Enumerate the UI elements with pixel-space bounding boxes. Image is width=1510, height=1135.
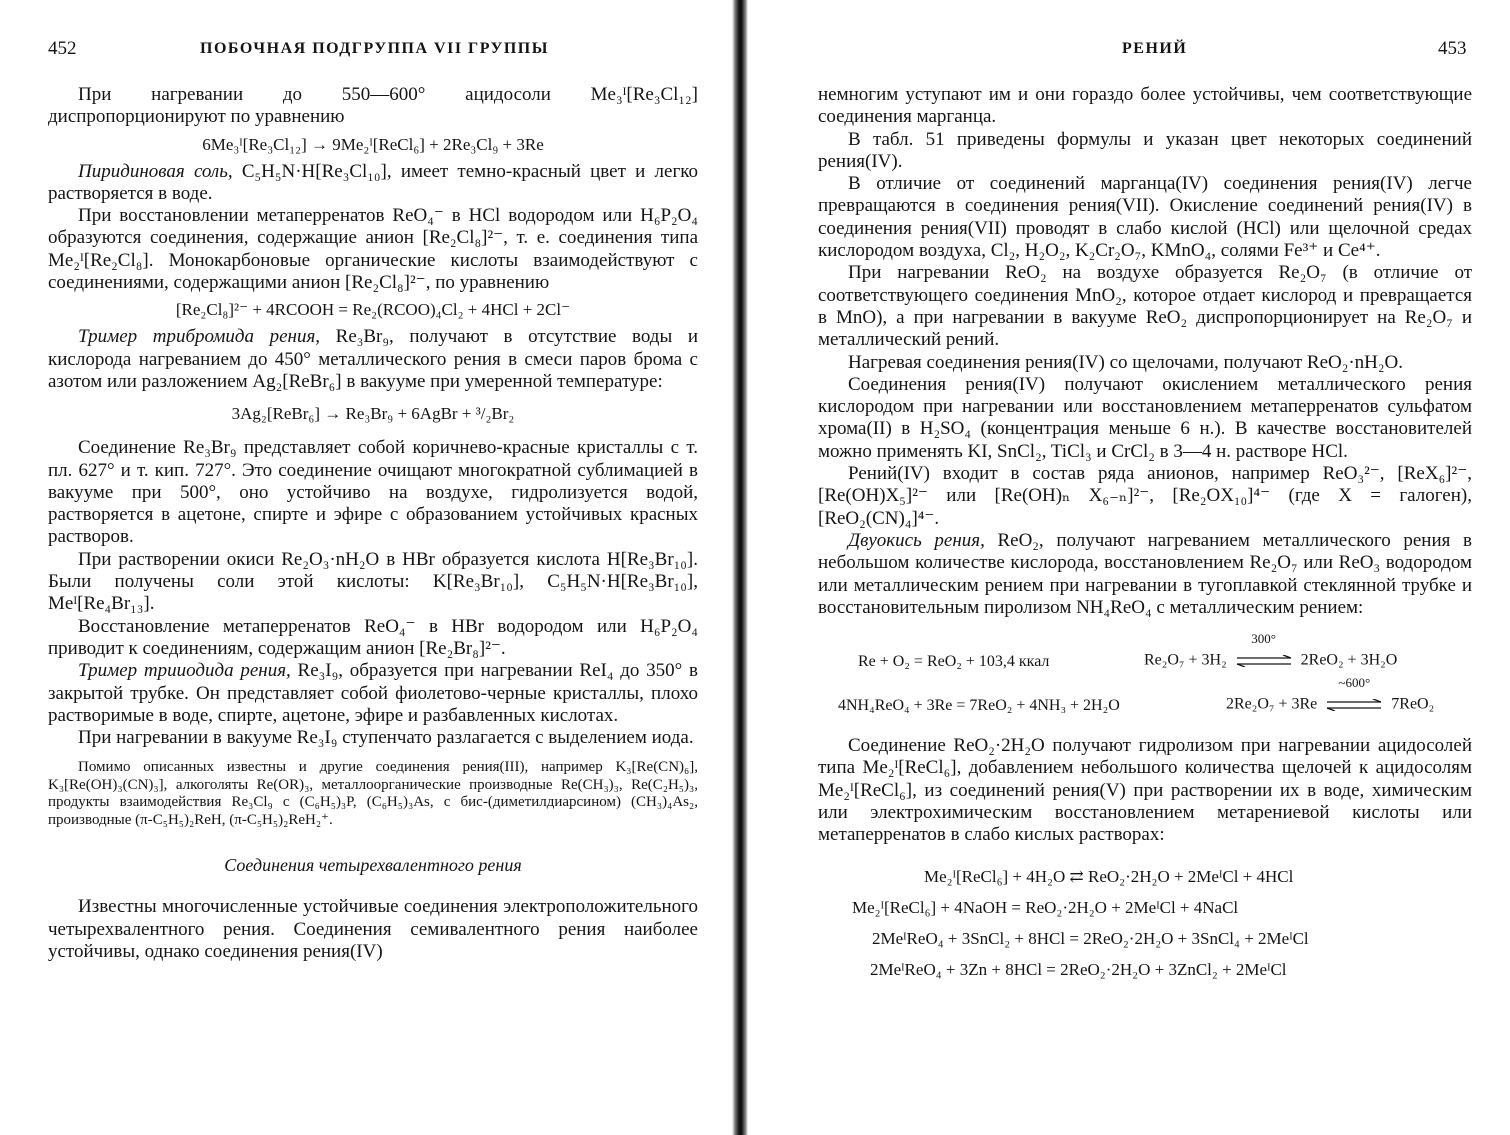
condition-label: 300° xyxy=(1251,631,1276,647)
paragraph-text: C₅H₅N·H[Re₃Cl₁₀], имеет темно-красный цвет и легко растворяется в воде. xyxy=(48,160,698,204)
paragraph xyxy=(48,326,698,393)
emphasis: Пиридиновая соль, xyxy=(78,160,233,182)
reaction: 4NH₄ReO₄ + 3Re = 7ReO₂ + 4NH₃ + 2H₂O xyxy=(838,697,1120,715)
paragraph: Нагревая соединения рения(IV) со щелочами, получают ReO₂·nH₂O. xyxy=(848,351,1403,373)
equation: 2MeᴵReO₄ + 3Zn + 8HCl = 2ReO₂·2H₂O + 3ZnCl₂ + 2MeᴵCl xyxy=(870,959,1287,979)
paragraph: Восстановление метаперренатов ReO₄⁻ в HBr водородом или H₆P₂O₄ приводит к соединениям, содержащим анион [Re₂Br₈]²⁻. xyxy=(48,615,698,659)
emphasis: Тример трииодида рения, xyxy=(78,660,291,682)
paragraph: Соединение Re₃Br₉ представляет собой коричнево-красные кристаллы с т. пл. 627° и т. кип. 727°. Это соединение очищают многократной сублимацией в вакууме при 500°, оно устойчиво на воздухе, гидролизуется водой, растворяется в ацетоне, спирте и эфире с образованием устойчивых красных растворов. xyxy=(48,437,698,548)
left-page xyxy=(0,0,730,1135)
reactants: 2Re₂O₇ + 3Re xyxy=(1226,695,1318,713)
emphasis: Двуокись рения, xyxy=(848,529,985,551)
page-number-left: 452 xyxy=(48,38,77,59)
paragraph-text: Re₃I₉, образуется при нагревании ReI₄ до 350° в закрытой трубке. Он представляет собой фиолетово-черные кристаллы, плохо растворимые в воде, спирте, ацетоне, эфире и разбавленных кислотах. xyxy=(48,660,698,726)
products: 2ReO₂ + 3H₂O xyxy=(1300,651,1398,669)
section-heading: Соединения четырехвалентного рения xyxy=(224,855,522,876)
paragraph xyxy=(48,161,698,206)
equation: 6Me₃ᴵ[Re₃Cl₁₂] → 9Me₂ᴵ[ReCl₆] + 2Re₃Cl₉ + 3Re xyxy=(202,134,544,154)
paragraph: При растворении окиси Re₂O₃·nH₂O в HBr образуется кислота H[Re₃Br₁₀]. Были получены соли этой кислоты: K[Re₃Br₁₀], C₅H₅N·H[Re₃Br₁₀], Meᴵ[Re₄Br₁₃]. xyxy=(48,548,698,615)
book-spine-gutter xyxy=(732,0,748,1135)
equation: [Re₂Cl₈]²⁻ + 4RCOOH = Re₂(RCOO)₄Cl₂ + 4HCl + 2Cl⁻ xyxy=(175,300,571,320)
condition-label: ~600° xyxy=(1338,675,1371,691)
running-head-right: РЕНИЙ xyxy=(1122,40,1188,57)
paragraph: В табл. 51 приведены формулы и указан цвет некоторых соединений рения(IV). xyxy=(818,128,1472,172)
equation: Me₂ᴵ[ReCl₆] + 4H₂O ⇄ ReO₂·2H₂O + 2MeᴵCl + 4HCl xyxy=(924,866,1294,886)
right-page xyxy=(760,0,1510,1135)
paragraph: В отличие от соединений марганца(IV) соединения рения(IV) легче превращаются в соединения рения(VII). Окисление соединений рения(IV) в соединения рения(VII) проводят в слабо кислой (HCl) или щелочной средах кислородом воздуха, Cl₂, H₂O₂, K₂Cr₂O₇, KMnO₄, солями Fe³⁺ и Ce⁴⁺. xyxy=(818,173,1472,262)
equilibrium-arrow-icon xyxy=(1325,675,1383,715)
paragraph: немногим уступают им и они гораздо более устойчивы, чем соответствующие соединения марганца. xyxy=(818,84,1472,128)
equation: 2MeᴵReO₄ + 3SnCl₂ + 8HCl = 2ReO₂·2H₂O + 3SnCl₄ + 2MeᴵCl xyxy=(872,928,1309,948)
equation: 3Ag₂[ReBr₆] → Re₃Br₉ + 6AgBr + ³/₂Br₂ xyxy=(231,404,515,424)
paragraph: Соединения рения(IV) получают окислением металлического рения кислородом при нагревании или восстановлением метаперренатов сульфатом хрома(II) в H₂SO₄ (концентрация меньше 6 н.). В качестве восстановителей можно применять KI, SnCl₂, TiCl₃ и CrCl₂ в 3—4 н. растворе HCl. xyxy=(818,373,1472,462)
paragraph: Соединение ReO₂·2H₂O получают гидролизом при нагревании ацидосолей типа Me₂ᴵ[ReCl₆], добавлением небольшого количества щелочей к ацидосолям Me₂ᴵ[ReCl₆], из соединений рения(V) при растворении их в воде, химическим или электрохимическим восстановлением метарениевой кислоты или метаперренатов в слабо кислых растворах: xyxy=(818,735,1472,846)
reaction xyxy=(1144,631,1398,671)
paragraph-text: ReO₂, получают нагреванием металлического рения в небольшом количестве кислорода, восстановлением Re₂O₇ или ReO₃ водородом или металлическим рением при нагревании в тугоплавкой стеклянной трубке и восстановительным пиролизом NH₄ReO₄ с металлическим рением: xyxy=(818,529,1472,618)
reaction: Re + O₂ = ReO₂ + 103,4 ккал xyxy=(858,653,1050,671)
paragraph xyxy=(818,530,1472,619)
paragraph-text: Re₃Br₉, получают в отсутствие воды и кислорода нагреванием до 450° металлического рения в смеси паров брома с азотом или разложением Ag₂[ReBr₆] в вакууме при умеренной температуре: xyxy=(48,326,698,392)
equation: Me₂ᴵ[ReCl₆] + 4NaOH = ReO₂·2H₂O + 2MeᴵCl + 4NaCl xyxy=(852,897,1239,917)
equilibrium-arrow-icon xyxy=(1235,631,1293,671)
paragraph: При нагревании до 550—600° ацидосоли Me₃ᴵ[Re₃Cl₁₂] диспропорционируют по уравнению xyxy=(48,84,698,128)
small-print-note: Помимо описанных известны и другие соединения рения(III), например K₃[Re(CN)₆], K₃[Re(OH)₃(CN)₃], алкоголяты Re(OR)₃, металлоорганические производные Re(CH₃)₃, Re(C₂H₅)₃, продукты взаимодействия Re₃Cl₉ с (C₆H₅)₃P, (C₆H₅)₃As, с бис-(диметилдиарсином) (CH₃)₄As₂, производные (π-C₅H₅)₂ReH, (π-C₅H₅)₂ReH₂⁺. xyxy=(48,759,698,828)
reactants: Re₂O₇ + 3H₂ xyxy=(1144,651,1227,669)
paragraph: При восстановлении метаперренатов ReO₄⁻ в HCl водородом или H₆P₂O₄ образуются соединения, содержащие анион [Re₂Cl₈]²⁻, т. е. соединения типа Me₂ᴵ[Re₂Cl₈]. Монокарбоновые органические кислоты взаимодействуют с соединениями, содержащими анион [Re₂Cl₈]²⁻, по уравнению xyxy=(48,205,698,294)
paragraph: Известны многочисленные устойчивые соединения электроположительного четырехвалентного рения. Соединения семивалентного рения наиболее устойчивы, однако соединения рения(IV) xyxy=(48,896,698,963)
page-number-right: 453 xyxy=(1438,38,1467,59)
equation-list xyxy=(818,861,1472,985)
left-page-text xyxy=(48,84,698,963)
right-page-text xyxy=(818,84,1472,985)
products: 7ReO₂ xyxy=(1391,695,1435,713)
paragraph: Рений(IV) входит в состав ряда анионов, например ReO₃²⁻, [ReX₆]²⁻, [Re(OH)X₅]²⁻ или [Re(OH)ₙ X₆₋ₙ]²⁻, [Re₂OX₁₀]⁴⁻ (где X = галоген), [ReO₂(CN)₄]⁴⁻. xyxy=(818,463,1472,529)
paragraph xyxy=(48,660,698,727)
emphasis: Тример трибромида рения, xyxy=(78,326,321,348)
running-head-left: ПОБОЧНАЯ ПОДГРУППА VII ГРУППЫ xyxy=(200,40,549,57)
paragraph: При нагревании ReO₂ на воздухе образуется Re₂O₇ (в отличие от соответствующего соединения MnO₂, которое отдает кислород и превращается в MnO), а при нагревании в вакууме ReO₂ диспропорционирует на Re₂O₇ и металлический рений. xyxy=(818,262,1472,351)
reaction-block xyxy=(818,629,1472,729)
reaction xyxy=(1226,675,1435,715)
paragraph: При нагревании в вакууме Re₃I₉ ступенчато разлагается с выделением иода. xyxy=(78,727,694,749)
